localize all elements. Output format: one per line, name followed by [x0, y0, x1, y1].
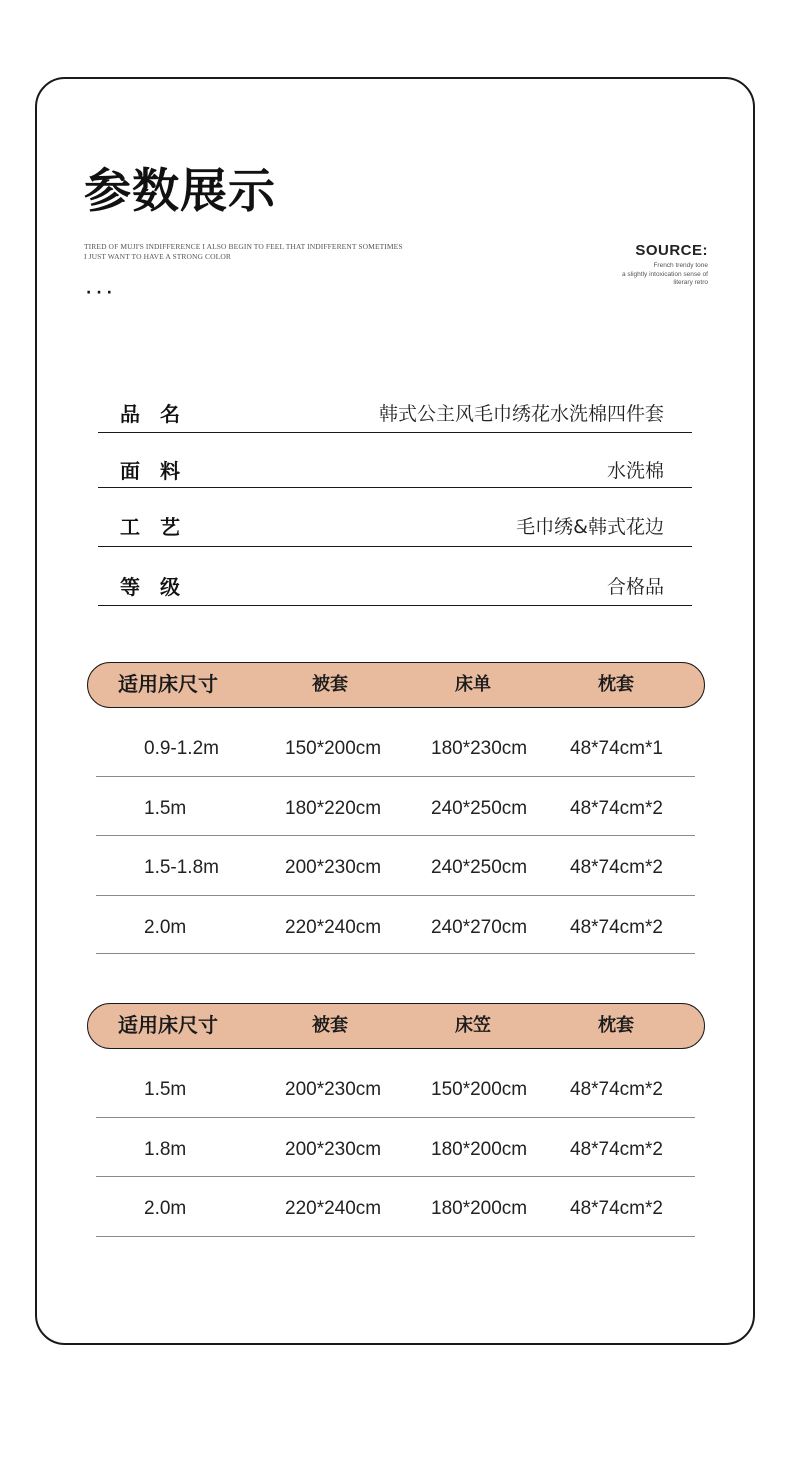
source-line: a slightly intoxication sense of: [622, 270, 708, 278]
table-cell: 48*74cm*2: [570, 857, 663, 878]
table-cell: 150*200cm: [285, 738, 382, 759]
source-block: [622, 240, 708, 288]
table-cell: 48*74cm*2: [570, 917, 663, 938]
table-cell: 1.5m: [144, 798, 187, 819]
table-cell: 1.8m: [144, 1139, 187, 1160]
spec-value: 水洗棉: [606, 460, 664, 482]
table-cell: 240*250cm: [431, 857, 528, 878]
table-row: [96, 835, 695, 896]
source-line: literary retro: [673, 279, 708, 286]
table-cell: 220*240cm: [285, 917, 382, 938]
table-cell: 1.5-1.8m: [144, 857, 219, 878]
header-cell: 床单: [455, 674, 491, 695]
table-cell: 240*270cm: [431, 917, 528, 938]
table-row: [96, 776, 695, 836]
table-cell: 48*74cm*1: [570, 738, 663, 759]
spec-key: 品名: [120, 402, 200, 426]
table-cell: 200*230cm: [285, 1079, 382, 1100]
spec-row-name: [98, 390, 692, 433]
spec-key: 工艺: [120, 515, 200, 539]
spec-key: 面料: [120, 459, 200, 483]
table-cell: 180*230cm: [431, 738, 528, 759]
size-table-fitted: [87, 1003, 705, 1219]
spec-row-craft: [98, 488, 692, 547]
table-header: [87, 1003, 705, 1049]
spec-value: 韩式公主风毛巾绣花水洗棉四件套: [378, 403, 664, 425]
header-cell: 床笠: [455, 1015, 491, 1036]
table-row: [96, 1049, 695, 1118]
table-row: [96, 895, 695, 954]
page-title: 参数展示: [84, 164, 276, 219]
table-cell: 2.0m: [144, 917, 187, 938]
header-cell: 枕套: [598, 1015, 634, 1036]
subtitle: [84, 242, 403, 262]
subtitle-line: I JUST WANT TO HAVE A STRONG COLOR: [84, 252, 231, 261]
spec-row-fabric: [98, 433, 692, 488]
header-cell: 被套: [312, 674, 348, 695]
header-cell: 被套: [312, 1015, 348, 1036]
table-cell: 180*200cm: [431, 1139, 528, 1160]
spec-row-grade: [98, 547, 692, 606]
spec-key: 等级: [120, 575, 200, 599]
table-cell: 150*200cm: [431, 1079, 528, 1100]
table-row: [96, 708, 695, 777]
table-cell: 48*74cm*2: [570, 798, 663, 819]
source-line: French trendy tone: [653, 262, 708, 269]
table-cell: 0.9-1.2m: [144, 738, 219, 759]
ellipsis-dots: ···: [86, 285, 117, 301]
table-row: [96, 1176, 695, 1237]
table-cell: 200*230cm: [285, 857, 382, 878]
table-cell: 200*230cm: [285, 1139, 382, 1160]
table-cell: 1.5m: [144, 1079, 187, 1100]
header-cell: 适用床尺寸: [118, 672, 218, 696]
size-table-sheet: [87, 662, 705, 938]
table-cell: 2.0m: [144, 1198, 187, 1219]
table-cell: 180*220cm: [285, 798, 382, 819]
table-cell: 220*240cm: [285, 1198, 382, 1219]
spec-value: 合格品: [606, 576, 664, 598]
table-cell: 180*200cm: [431, 1198, 528, 1219]
source-title: SOURCE:: [635, 242, 708, 259]
subtitle-line: TIRED OF MUJI'S INDIFFERENCE I ALSO BEGIN TO FEEL THAT INDIFFERENT SOMETIMES: [84, 242, 403, 251]
table-cell: 240*250cm: [431, 798, 528, 819]
table-header: [87, 662, 705, 708]
spec-value: 毛巾绣&韩式花边: [516, 516, 664, 538]
table-cell: 48*74cm*2: [570, 1079, 663, 1100]
table-row: [96, 1117, 695, 1177]
header-cell: 枕套: [598, 674, 634, 695]
table-cell: 48*74cm*2: [570, 1139, 663, 1160]
header-cell: 适用床尺寸: [118, 1013, 218, 1037]
table-cell: 48*74cm*2: [570, 1198, 663, 1219]
